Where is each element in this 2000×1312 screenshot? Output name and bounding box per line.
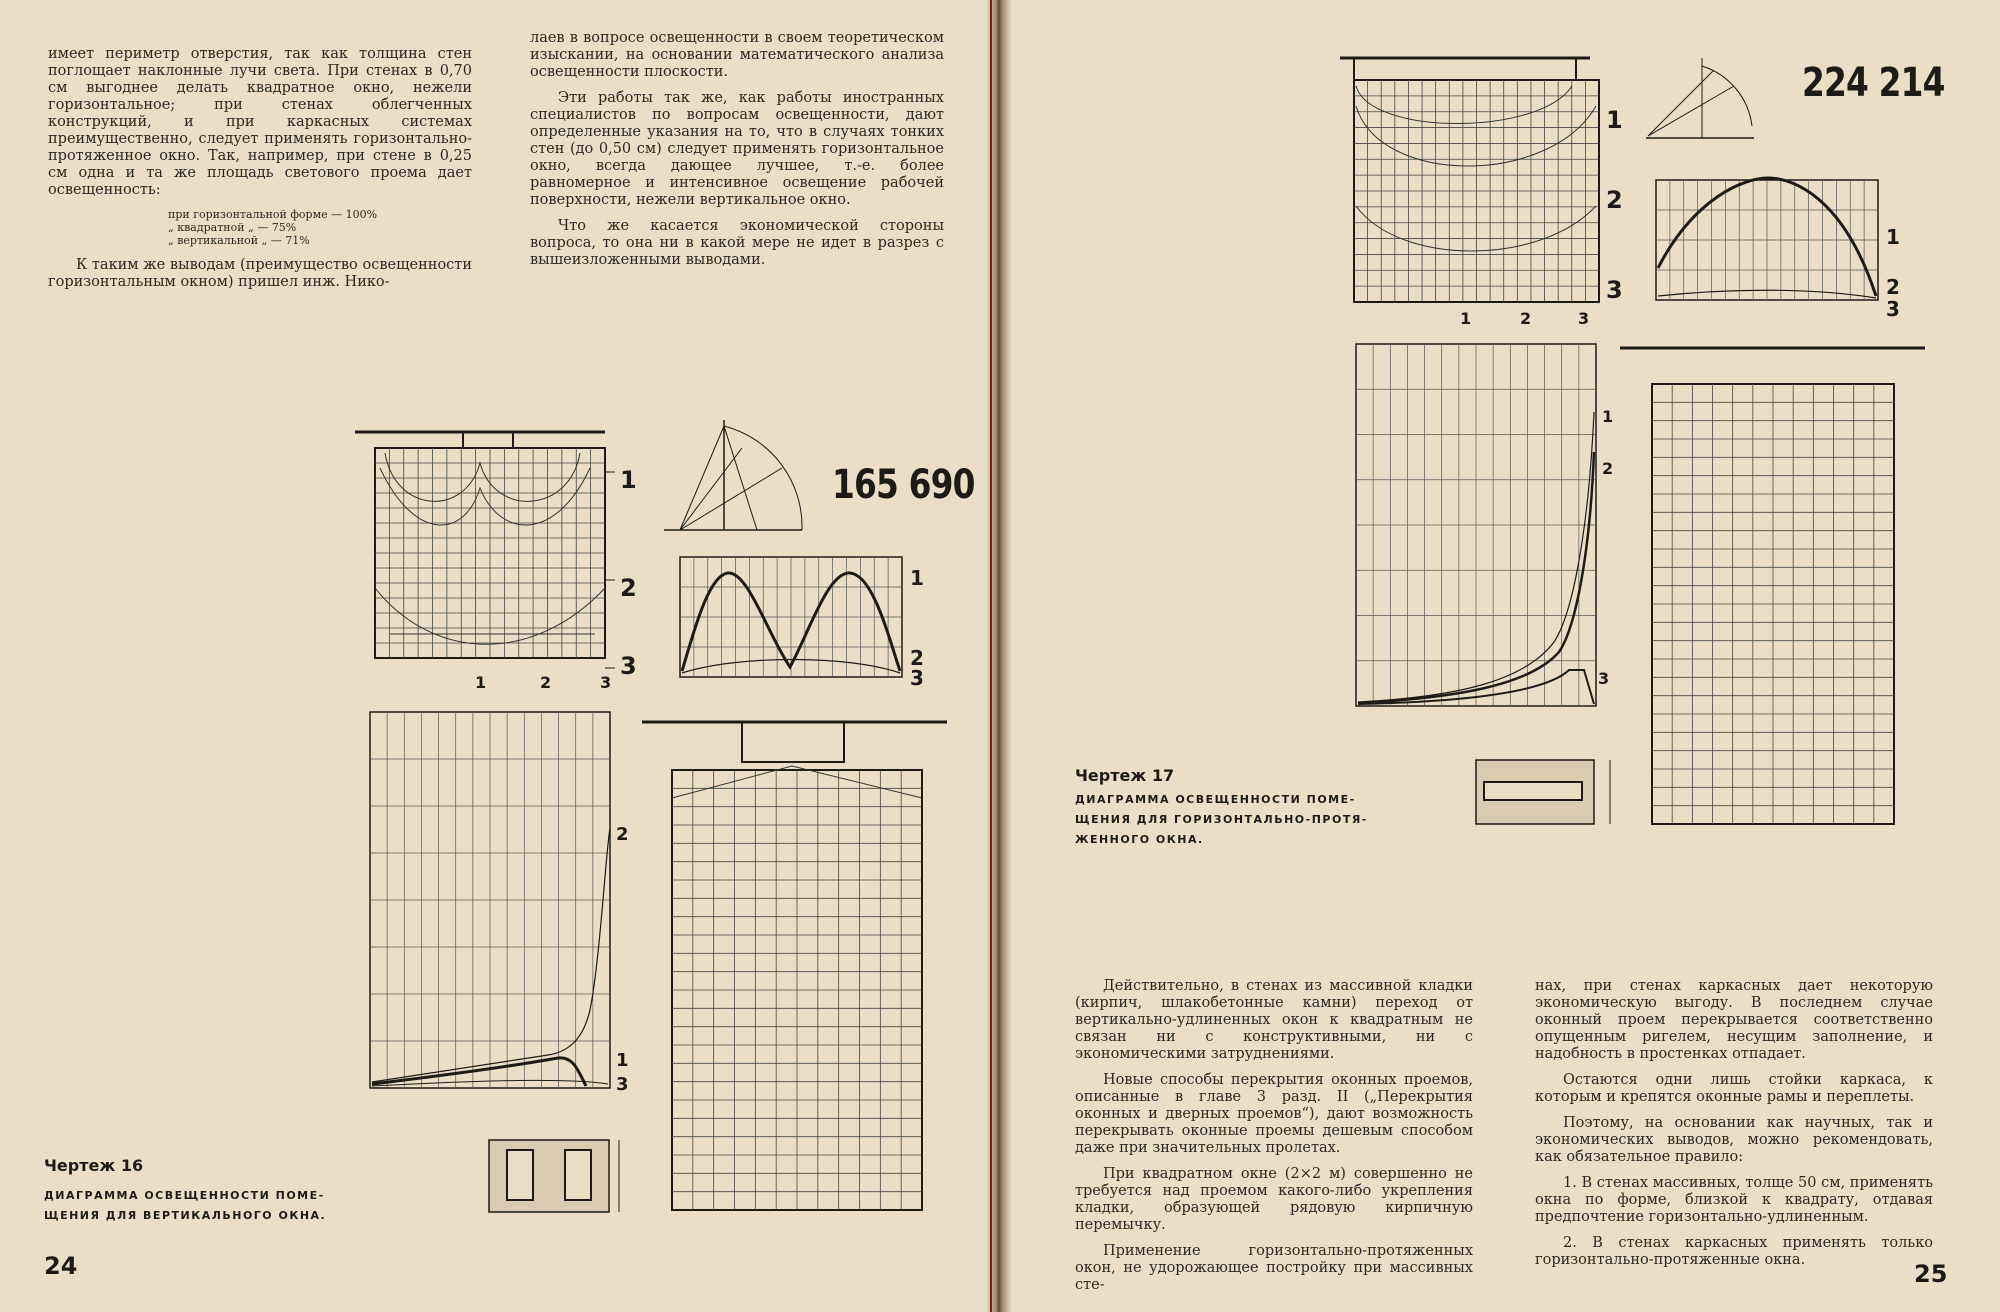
rule-2: 2. В стенах каркасных применять только горизонтально-протяженные окна. bbox=[1535, 1235, 1933, 1268]
right-profile-curve-label-1: 1 bbox=[1886, 225, 1900, 249]
plan-curve-label-2: 2 bbox=[620, 574, 637, 602]
illumination-list-item: „ вертикальной „ — 71% bbox=[168, 234, 310, 247]
right-number-label: 224 214 bbox=[1802, 60, 1945, 106]
left-col2-paragraph-2: Эти работы так же, как работы иностранных специалистов по вопросам освещенности, дают определенные указания на то, что в случаях тонких стен (до 0,50 см) следует применять горизонтальное окно, всегда дающее лучшее, т.-е. более равномерное и интенсивное освещение рабочей поверхности, нежели вертикальное окно. bbox=[530, 90, 944, 208]
right-column-1 bbox=[1075, 978, 1473, 1303]
left-caption-line: ДИАГРАММА ОСВЕЩЕННОСТИ ПОМЕ- bbox=[44, 1189, 325, 1202]
right-column-2 bbox=[1535, 978, 1933, 1278]
right-profile-curve-label-3: 3 bbox=[1886, 297, 1900, 321]
right-col1-paragraph-1: Действительно, в стенах из массивной кладки (кирпич, шлакобетонные камни) переход от вертикально-удлиненных окон к квадратным не связан ни с конструктивными, ни с экономическими затруднениями. bbox=[1075, 978, 1473, 1062]
right-caption-title: Чертеж 17 bbox=[1075, 766, 1175, 785]
illumination-list bbox=[168, 208, 472, 247]
intensity-curve-label-3: 3 bbox=[616, 1074, 629, 1095]
profile-curve-label-2: 2 bbox=[910, 646, 924, 670]
right-page-number: 25 bbox=[1914, 1260, 1948, 1288]
right-col2-paragraph-1: нах, при стенах каркасных дает некоторую экономическую выгоду. В последнем случае оконный проем перекрывается соответственно опущенным ригелем, несущим заполнение, и надобность в простенках отпадает. bbox=[1535, 978, 1933, 1062]
left-caption-body bbox=[44, 1186, 326, 1226]
right-angle-diagram bbox=[1644, 56, 1764, 146]
left-column-2 bbox=[530, 30, 944, 278]
gutter-binding-thread bbox=[990, 0, 992, 1312]
right-intensity-curve-label-3: 3 bbox=[1598, 669, 1610, 688]
right-caption-line: ЖЕННОГО ОКНА. bbox=[1075, 833, 1204, 846]
right-col2-paragraph-3: Поэтому, на основании как научных, так и экономических выводов, можно рекомендовать, как обязательное правило: bbox=[1535, 1115, 1933, 1165]
plan-grid bbox=[375, 448, 605, 658]
plan-curve-label-3: 3 bbox=[620, 652, 637, 680]
intensity-curve-label-2: 2 bbox=[616, 824, 629, 845]
right-col1-paragraph-4: Применение горизонтально-протяженных окон, не удорожающее постройку при массивных сте- bbox=[1075, 1243, 1473, 1293]
left-page-number: 24 bbox=[44, 1252, 78, 1280]
right-caption-body bbox=[1075, 790, 1368, 850]
right-col2-paragraph-2: Остаются одни лишь стойки каркаса, к которым и крепятся оконные рамы и переплеты. bbox=[1535, 1072, 1933, 1105]
right-caption-line: ДИАГРАММА ОСВЕЩЕННОСТИ ПОМЕ- bbox=[1075, 793, 1356, 806]
left-section-grid bbox=[642, 718, 952, 1218]
intensity-curve-label-1: 1 bbox=[616, 1050, 629, 1071]
right-plan-diagram bbox=[1340, 56, 1630, 336]
right-plan-curve-label-2: 2 bbox=[1606, 186, 1623, 214]
right-intensity-curve-label-2: 2 bbox=[1602, 459, 1614, 478]
rule-1: 1. В стенах массивных, толще 50 см, применять окна по форме, близкой к квадрату, отдавая предпочтение горизонтально-удлиненным. bbox=[1535, 1175, 1933, 1225]
right-col1-paragraph-3: При квадратном окне (2×2 м) совершенно не требуется над проемом какого-либо укрепления кладки, образующей рядовую кирпичную перемычку. bbox=[1075, 1166, 1473, 1233]
left-number-label: 165 690 bbox=[832, 462, 975, 508]
plan-mark-2: 2 bbox=[540, 673, 552, 692]
right-profile-curve-label-2: 2 bbox=[1886, 275, 1900, 299]
right-intensity-curve-label-1: 1 bbox=[1602, 407, 1614, 426]
left-col1-paragraph-2: К таким же выводам (преимущество освещенности горизонтальным окном) пришел инж. Нико- bbox=[48, 257, 472, 290]
profile-curve-label-3: 3 bbox=[910, 666, 924, 690]
plan-curve-label-1: 1 bbox=[620, 466, 637, 494]
right-plan-curve-label-3: 3 bbox=[1606, 276, 1623, 304]
right-plan-curve-label-1: 1 bbox=[1606, 106, 1623, 134]
left-plan-diagram bbox=[355, 428, 645, 692]
right-intensity-graph bbox=[1354, 342, 1624, 752]
right-profile-graph bbox=[1654, 178, 1914, 328]
left-caption-line: ЩЕНИЯ ДЛЯ ВЕРТИКАЛЬНОГО ОКНА. bbox=[44, 1209, 327, 1222]
illumination-list-item: при горизонтальной форме — 100% bbox=[168, 208, 378, 221]
right-section-grid bbox=[1620, 346, 1930, 836]
right-caption-line: ЩЕНИЯ ДЛЯ ГОРИЗОНТАЛЬНО-ПРОТЯ- bbox=[1075, 813, 1368, 826]
plan-mark-1: 1 bbox=[475, 673, 487, 692]
left-caption-title: Чертеж 16 bbox=[44, 1156, 144, 1175]
left-angle-diagram bbox=[662, 418, 812, 538]
right-window-elevation bbox=[1474, 758, 1634, 828]
left-col2-paragraph-1: лаев в вопросе освещенности в своем теоретическом изыскании, на основании математического анализа освещенности плоскости. bbox=[530, 30, 944, 80]
right-plan-mark-1: 1 bbox=[1460, 309, 1472, 328]
right-plan-mark-2: 2 bbox=[1520, 309, 1532, 328]
left-col1-paragraph-1: имеет периметр отверстия, так как толщина стен поглощает наклонные лучи света. При стенах в 0,70 см выгоднее делать квадратное окно, нежели горизонтальное; при стенах облегченных конструкций, и при каркасных системах преимущественно, следует применять горизонтально-протяженное окно. Так, например, при стене в 0,25 см одна и та же площадь светового проема дает освещенность: bbox=[48, 46, 472, 198]
left-intensity-graph bbox=[368, 710, 638, 1120]
profile-curve-label-1: 1 bbox=[910, 566, 924, 590]
left-profile-graph bbox=[678, 555, 938, 695]
right-plan-mark-3: 3 bbox=[1578, 309, 1590, 328]
plan-mark-3: 3 bbox=[600, 673, 612, 692]
right-col1-paragraph-2: Новые способы перекрытия оконных проемов, описанные в главе 3 разд. II („Перекрытия оконных и дверных проемов“), дают возможность перекрывать оконные проемы дешевым способом даже при значительных пролетах. bbox=[1075, 1072, 1473, 1156]
illumination-list-item: „ квадратной „ — 75% bbox=[168, 221, 297, 234]
left-column-1 bbox=[48, 46, 472, 300]
left-col2-paragraph-3: Что же касается экономической стороны вопроса, то она ни в какой мере не идет в разрез с вышеизложенными выводами. bbox=[530, 218, 944, 268]
left-window-elevation bbox=[487, 1138, 637, 1218]
